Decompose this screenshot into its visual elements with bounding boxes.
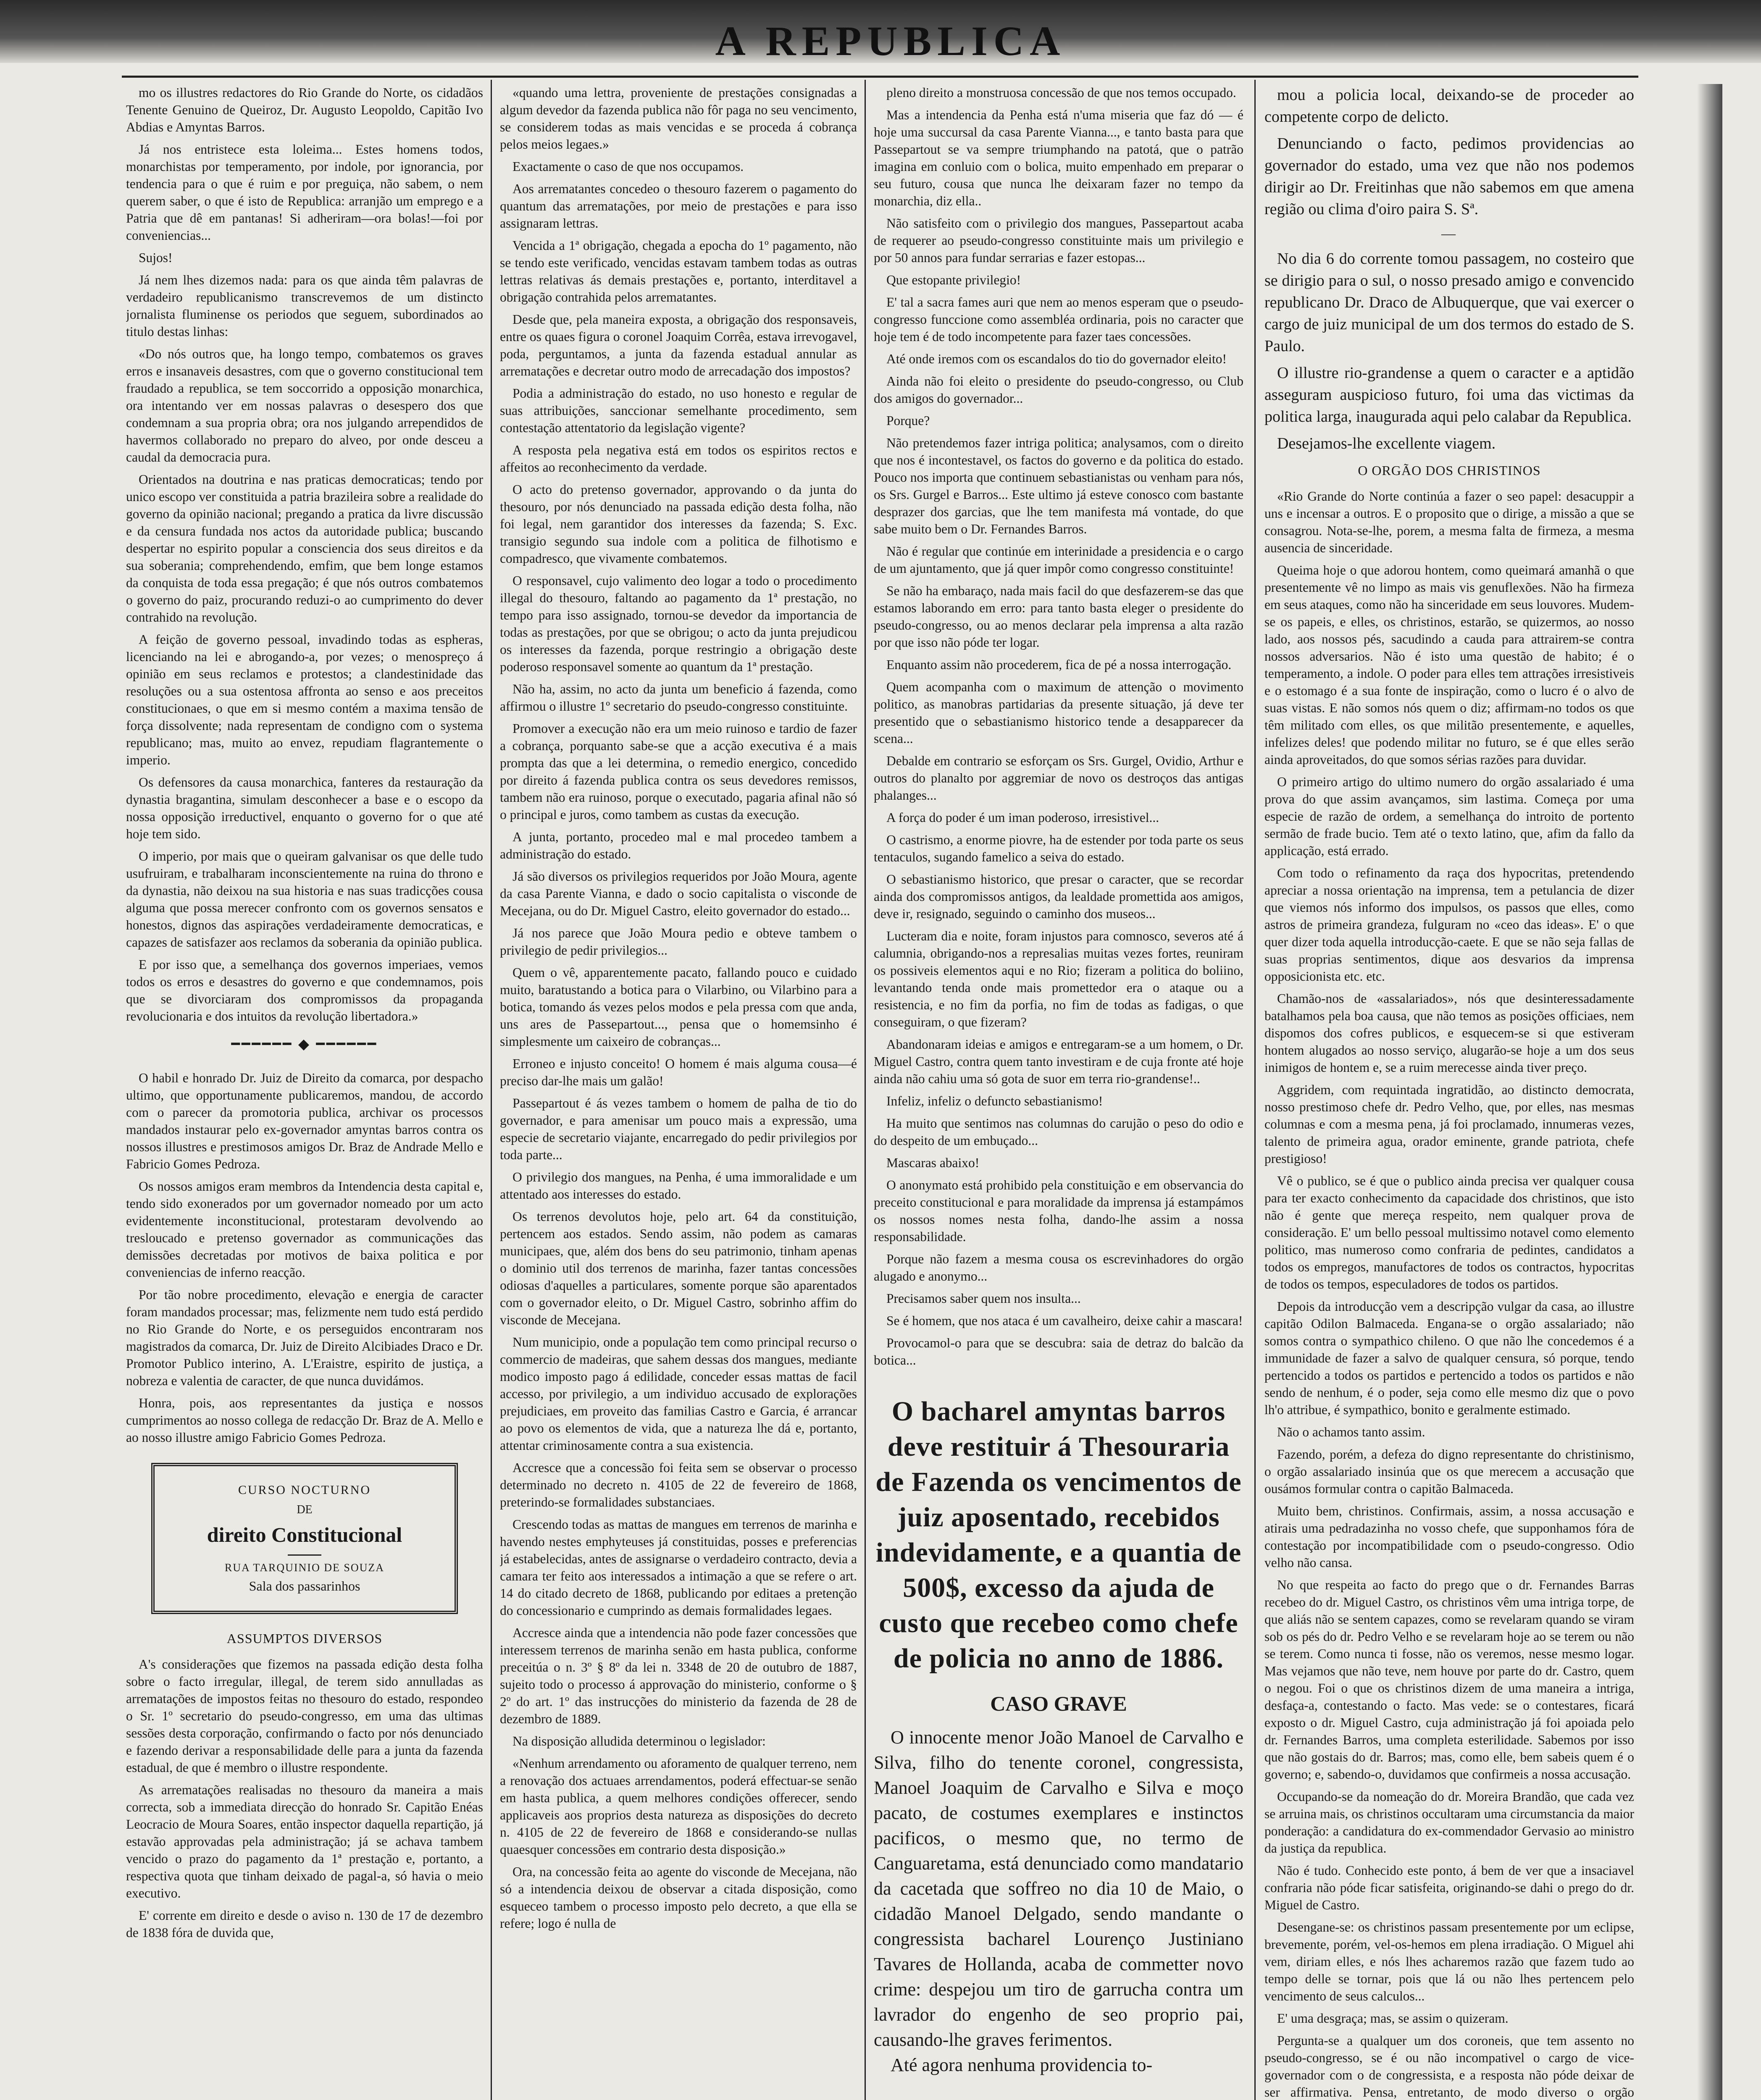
paragraph: Que estopante privilegio! xyxy=(886,273,1021,287)
paragraph: Não é regular que continúe em interinidade a presidencia e o cargo de um ajuntamento, que já quer impôr como congresso constituinte! xyxy=(874,544,1243,576)
paragraph: Orientados na doutrina e nas praticas democraticas; tendo por unico escopo ver constituida a patria brazileira sobre a realidade do governo da opinião nacional; pregando a pratica da livre discussão e da censura fundada nos actos da autoridade publica; buscando despertar no espirito popular a consciencia dos seus direitos e da sua soberania; comprehendendo, emfim, que bem longe estamos da conquista de toda essa pregação; é que nós outros combatemos o governo do paiz, procurando reduzi-o ao cumprimento do dever contrahido na revolução. xyxy=(126,472,483,625)
ad-line-2: DE xyxy=(297,1503,313,1516)
advertisement-box xyxy=(151,1463,458,1614)
paragraph: Não o achamos tanto assim. xyxy=(1277,1425,1425,1439)
paragraph: A força do poder é um iman poderoso, irresistivel... xyxy=(886,810,1159,825)
paragraph: Porque? xyxy=(886,413,930,428)
paragraph: pleno direito a monstruosa concessão de que nos temos occupado. xyxy=(886,85,1236,100)
paragraph: O castrismo, a enorme piovre, ha de estender por toda parte os seus tentaculos, sugando famelico a seiva do estado. xyxy=(874,832,1243,864)
ad-line-1: CURSO NOCTURNO xyxy=(238,1483,371,1497)
paragraph: Já são diversos os privilegios requeridos por João Moura, agente da casa Parente Vianna, e dado o socio capitalista o visconde de Mecejana, ou do Dr. Miguel Castro, eleito governador do estado... xyxy=(500,869,857,918)
paragraph: Pergunta-se a qualquer um dos coroneis, que tem assento no pseudo-congresso, se é ou não incompativel o cargo de vice-governador com o de congressista, e a resposta não póde deixar de ser affirmativa. Pensa, entretanto, de modo diverso o orgão xyxy=(1264,2033,1634,2100)
paragraph: Quem acompanha com o maximum de attenção o movimento politico, as manobras partidarias da presente situação, já deve ter presentido que o sebastianismo historico tende a desapparecer da scena... xyxy=(874,680,1243,746)
paragraph: Enquanto assim não procederem, fica de pé a nossa interrogação. xyxy=(886,657,1232,672)
paragraph: Vê o publico, se é que o publico ainda precisa ver qualquer cousa para ter exacto conhecimento da capacidade dos christinos, que isto não é gente que mereça respeito, nem qualquer prova de consideração. E' um bello pessoal multissimo notavel como elemento politico, mas numeroso como confraria de pedintes, candidatos a todos os empregos, manufactores de todos os contractos, hypocritas de todos os tempos, especuladores de todos os partidos. xyxy=(1264,1173,1634,1292)
paragraph: Porque não fazem a mesma cousa os escrevinhadores do orgão alugado e anonymo... xyxy=(874,1252,1243,1284)
paragraph: Passepartout é ás vezes tambem o homem de palha de tio do governador, e para amenisar um pouco mais a expressão, uma especie de secretario viajante, encarregado do pedir privilegios por toda parte... xyxy=(500,1096,857,1162)
paragraph: Até agora nenhuma providencia to- xyxy=(891,2055,1153,2075)
paragraph: Desengane-se: os christinos passam presentemente por um eclipse, brevemente, porém, vel-os-hemos em plena irradiação. O Miguel ahi vem, diriam elles, e nós lhes acharemos razão que fazem tudo ao tempo delle se tornar, pois que lá ou não lhes pertencem pelo vencimento de seus calculos... xyxy=(1264,1920,1634,2003)
ad-line-4: RUA TARQUINIO DE SOUZA xyxy=(224,1562,385,1574)
divider: — xyxy=(1441,226,1457,242)
column-rule-2 xyxy=(865,80,866,2100)
paragraph: Até onde iremos com os escandalos do tio do governador eleito! xyxy=(886,352,1227,366)
paragraph: Por tão nobre procedimento, elevação e energia de caracter foram mandados processar; mas, felizmente nem tudo está perdido no Rio Grande do Norte, e os perseguidos encontraram nos magistrados da comarca, Dr. Juiz de Direito Alcibiades Draco e Dr. Promotor Publico interino, A. L'Eraistre, espirito de justiça, a nobreza e valentia de caracter, de que nunca duvidámos. xyxy=(126,1287,483,1388)
col-d-lead xyxy=(1264,84,1634,454)
paragraph: A's considerações que fizemos na passada edição desta folha sobre o facto irregular, illegal, de terem sido annulladas as arrematações de impostos feitas no thesouro do estado, respondeo o Sr. 1º secretario do pseudo-congresso, em uma das ultimas sessões desta corporação, confirmando o facto por nós denunciado e fazendo derivar a responsabilidade delle para a junta da fazenda estadual, de que é membro o illustre respondente. xyxy=(126,1657,483,1775)
paragraph: «Do nós outros que, ha longo tempo, combatemos os graves erros e insanaveis desastres, com que o governo constitucional tem fraudado a republica, se tem soccorrido a opposição monarchica, ora intentando ver em nossas palavras o desespero dos que condemnam a sua propria obra; ora nos julgando arrependidos de havermos collaborado no preparo do alveo, por onde desceu a caudal da democracia pura. xyxy=(126,346,483,465)
caso-grave-title: CASO GRAVE xyxy=(990,1692,1127,1715)
paragraph: No dia 6 do corrente tomou passagem, no costeiro que se dirigio para o sul, o nosso presado amigo e convencido republicano Dr. Draco de Albuquerque, que vai exercer o cargo de juiz municipal de um dos termos do estado de S. Paulo. xyxy=(1264,250,1634,355)
paragraph: Accresce ainda que a intendencia não pode fazer concessões que interessem terrenos de marinha senão em hasta publica, conforme preceitúa o n. 3º § 8º da lei n. 3348 de 20 de outubro de 1887, sujeito todo o processo á approvação do ministerio, conforme o § 2º do art. 1º das instrucções do ministerio da fazenda de 28 de dezembro de 1889. xyxy=(500,1625,857,1726)
ad-line-3: direito Constitucional xyxy=(207,1523,402,1546)
top-rule xyxy=(122,76,1638,78)
paragraph: Occupando-se da nomeação do dr. Moreira Brandão, que cada vez se arruina mais, os christinos occultaram uma circumstancia da maior ponderação: a candidatura do ex-commendador Gervasio ao ministro da justiça da republica. xyxy=(1264,1789,1634,1856)
headline: O bacharel amyntas barros deve restituir á Thesouraria de Fazenda os vencimentos de juiz aposentado, recebidos indevidamente, e a quantia de 500$, excesso da ajuda de custo que recebeo como chefe de policia no anno de 1886. xyxy=(875,1396,1242,1674)
paragraph: E' corrente em direito e desde o aviso n. 130 de 17 de dezembro de 1838 fóra de duvida que, xyxy=(126,1908,483,1940)
paragraph: Depois da introducção vem a descripção vulgar da casa, ao illustre capitão Odilon Balmaceda. Engana-se o orgão assalariado; não somos contra o sympathico chileno. O que não lhe concedemos é a immunidade de fazer a salvo de qualquer censura, só porque, tendo pertencido a todos os partidos e pertencido a todos os partidos e não sendo de nenhum, é o poder, seja como elle mesmo diz que o povo lh'o attribue, é sympathico, bonito e geralmente estimado. xyxy=(1264,1299,1634,1417)
caso-grave-body xyxy=(874,1725,1243,2078)
paragraph: Honra, pois, aos representantes da justiça e nossos cumprimentos ao nosso collega de redacção Dr. Braz de A. Mello e ao nosso illustre amigo Fabricio Gomes Pedroza. xyxy=(126,1396,483,1445)
paragraph: Ora, na concessão feita ao agente do visconde de Mecejana, não só a intendencia deixou de observar a citada disposição, como esqueceo tambem o processo imposto pelo decreto, a que ella se refere; logo é nulla de xyxy=(500,1864,857,1931)
ornament-divider: ━━━━━━ ◆ ━━━━━━ xyxy=(231,1037,378,1052)
paragraph: Exactamente o caso de que nos occupamos. xyxy=(513,159,744,174)
column-a xyxy=(126,84,483,2100)
paragraph: O illustre rio-grandense a quem o caracter e a aptidão asseguram auspicioso futuro, foi uma das victimas da politica larga, inaugurada aqui pelo calabar da Republica. xyxy=(1264,364,1634,425)
paragraph: Mas a intendencia da Penha está n'uma miseria que faz dó — é hoje uma succursal da casa Parente Vianna..., e tanto basta para que Passepartout se va sempre triumphando na patotá, que o patrão imagina em conluio com o bolica, muito empenhado em preparar o seu futuro, cousa que nunca lhe deixaram fazer no tempo da monarchia, diz ella.. xyxy=(874,108,1243,208)
paragraph: Crescendo todas as mattas de mangues em terrenos de marinha e havendo nestes emphyteuses já constituidas, posses e preferencias já estabelecidas, antes de assignarse o verdadeiro contracto, devia a camara ter feito aos interessados a intimação a que se refere o art. 14 do citado decreto de 1868, publicando por editaes a pretenção do concessionario e cumprindo as demais formalidades legaes. xyxy=(500,1517,857,1618)
paragraph: A feição de governo pessoal, invadindo todas as espheras, licenciando na lei e abrogando-a, por vezes; o menospreço á opinião em seus reclamos e protestos; a clandestinidade das resoluções ou a sua ostentosa affronta ao senso e aos preceitos constitucionaes, o que em si mesmo contém a maxima tensão de força dissolvente; nada representam de condigno com o systema republicano; mas, muito ao envez, repudiam flagrantemente o imperio. xyxy=(126,632,483,767)
edge-smudge xyxy=(1697,84,1722,2100)
paragraph: O habil e honrado Dr. Juiz de Direito da comarca, por despacho ultimo, que opportunamente publicaremos, mandou, de accordo com o parecer da promotoria publica, archivar os processos mandados instaurar pelo ex-governador amyntas barros contra os nossos illustres e prestimosos amigos Dr. Braz de Andrade Mello e Fabricio Gomes Pedroza. xyxy=(126,1071,483,1171)
masthead xyxy=(0,0,1761,63)
paragraph: A resposta pela negativa está em todos os espiritos rectos e affeitos ao reconhecimento da verdade. xyxy=(500,443,857,475)
paragraph: Os terrenos devolutos hoje, pelo art. 64 da constituição, pertencem aos estados. Sendo assim, não podem as camaras municipaes, que, além dos bens do seu patrimonio, tinham apenas o dominio util dos terrenos de marinha, fazer tantas concessões odiosas d'aquelles a particulares, somente porque são aparentados com o governador eleito, o Dr. Miguel Castro, sobrinho affim do visconde de Mecejana. xyxy=(500,1209,857,1327)
paragraph: Debalde em contrario se esforçam os Srs. Gurgel, Ovidio, Arthur e outros do planalto por aggremiar de novo os destroços das antigas phalanges... xyxy=(874,753,1243,803)
paragraph: Na disposição alludida determinou o legislador: xyxy=(513,1734,766,1748)
masthead-title: A REPUBLICA xyxy=(715,18,1066,64)
column-rule-1 xyxy=(491,80,492,2100)
paragraph: Já nos parece que João Moura pedio e obteve tambem o privilegio de pedir privilegios... xyxy=(500,926,857,958)
paragraph: Promover a execução não era um meio ruinoso e tardio de fazer a cobrança, porquanto sabe-se que a acção executiva é a mais prompta das que a lei determina, o remedio energico, concedido por direito á fazenda publica contra os seus devedores remissos, tambem não era ruinoso, porque o executado, pagaria afinal não só o principal e juros, como tambem as custas da execução. xyxy=(500,721,857,822)
paragraph: Quem o vê, apparentemente pacato, fallando pouco e cuidado muito, baratustando a botica para o Vilarbino, ou Vilarbino para a botica, tomando ás vezes pelos modos e pela pressa com que anda, uns ares de Passepartout..., pensa que o homemsinho é simplesmente um caixeiro de cobranças... xyxy=(500,965,857,1049)
paragraph: O sebastianismo historico, que presar o caracter, que se recordar ainda dos compromissos antigos, da lealdade promettida aos amigos, deve ir, resignado, seguindo o caminho dos museos... xyxy=(874,872,1243,921)
paragraph: Infeliz, infeliz o defuncto sebastianismo! xyxy=(886,1094,1103,1108)
paragraph: Num municipio, onde a população tem como principal recurso o commercio de madeiras, que sahem dessas dos mangues, mediante modico imposto pago á edilidade, conceder essas mattas de facil accesso, por privilegio, a um individuo accusado de explorações prejudiciaes, em proveito das familias Castro e Garcia, é arrancar ao povo os elementos de vida, que a natureza lhe dá e, portanto, attentar criminosamente contra a sua existencia. xyxy=(500,1335,857,1453)
paragraph: O anonymato está prohibido pela constituição e em observancia do preceito constitucional e para moralidade da imprensa já estampámos os nossos nomes nesta folha, dando-lhe assim a nossa responsabilidade. xyxy=(874,1178,1243,1244)
paragraph: Os defensores da causa monarchica, fanteres da restauração da dynastia bragantina, simulam desconhecer a base e o escopo da nossa opposição irreductivel, enquanto o governo for o que até hoje tem sido. xyxy=(126,775,483,841)
paragraph: Não satisfeito com o privilegio dos mangues, Passepartout acaba de requerer ao pseudo-congresso constituinte mais um privilegio e por 50 annos para fundar serrarias e fazer estopas... xyxy=(874,216,1243,265)
paragraph: Sujos! xyxy=(139,250,173,265)
paragraph: Fazendo, porém, a defeza do digno representante do christinismo, o orgão assalariado insinúa que os que merecem a accusação que ousámos formular contra o capitão Balmaceda. xyxy=(1264,1447,1634,1496)
column-b xyxy=(500,84,857,2100)
paragraph: Denunciando o facto, pedimos providencias ao governador do estado, uma vez que não nos podemos dirigir ao Dr. Freitinhas que não sabemos em que amena região ou clima d'oiro paira S. Sª. xyxy=(1264,135,1634,218)
paragraph: Lucteram dia e noite, foram injustos para comnosco, severos até á calumnia, obrigando-nos a represalias muitas vezes fortes, reuniram os possiveis elementos aqui e no Rio; fizeram a politica do boliino, levantando tenda onde mais promettedor era o ataque ou a resistencia, e no fim da porfia, no fim de todas as fadigas, o que conseguiram, o que fizeram? xyxy=(874,929,1243,1029)
paragraph: As arrematações realisadas no thesouro da maneira a mais correcta, sob a immediata direcção do honrado Sr. Capitão Enéas Leocracio de Moura Soares, então inspector daquella repartição, já estavão approvadas pela administração; já se achava tambem vencido o prazo do pagamento da 1ª prestação e, portanto, a respectiva quota que tinham deixado de pagal-a, só havia o meio executivo. xyxy=(126,1782,483,1900)
paragraph: «quando uma lettra, proveniente de prestações consignadas a algum devedor da fazenda publica não fôr paga no seu vencimento, se considerem todas as mais vencidas e se proceda á cobrança pelos meios legaes.» xyxy=(500,85,857,152)
ad-divider xyxy=(288,1554,321,1556)
paragraph: O innocente menor João Manoel de Carvalho e Silva, filho do tenente coronel, congressista, Manoel Joaquim de Carvalho e Silva e moço pacato, de costumes exemplares e instinctos pacificos, o mesmo que, no termo de Canguaretama, está denunciado como mandatario da cacetada que soffreo no dia 10 de Maio, o cidadão Manoel Delgado, sendo mandante o congressista bacharel Lourenço Justiniano Tavares de Hollanda, acaba de commetter novo crime: despejou um tiro de garrucha contra um lavrador do engenho de seo proprio pai, causando-lhe graves ferimentos. xyxy=(874,1727,1243,2050)
col-a-article-2 xyxy=(126,1069,483,1446)
paragraph: O privilegio dos mangues, na Penha, é uma immoralidade e um attentado aos interesses do estado. xyxy=(500,1170,857,1202)
paragraph: «Rio Grande do Norte continúa a fazer o seo papel: desacuppir a uns e incensar a outros. E o proposito que o dirige, a missão a que se consagrou. Nota-se-lhe, porem, a mesma falta de firmeza, a mesma ausencia de sinceridade. xyxy=(1264,489,1634,555)
paragraph: Podia a administração do estado, no uso honesto e regular de suas attribuições, sanccionar semelhante procedimento, sem contestação attentatorio da legislação vigente? xyxy=(500,386,857,435)
column-c xyxy=(874,84,1243,2100)
section-title: ASSUMPTOS DIVERSOS xyxy=(226,1631,383,1646)
column-rule-3 xyxy=(1254,80,1256,2100)
paragraph: Precisamos saber quem nos insulta... xyxy=(886,1291,1081,1306)
paragraph: Não é tudo. Conhecido este ponto, á bem de ver que a insaciavel confraria não póde ficar satisfeita, originando-se dahi o prego do dr. Miguel de Castro. xyxy=(1264,1863,1634,1912)
paragraph: Desejamos-lhe excellente viagem. xyxy=(1277,435,1496,452)
paragraph: Aos arrematantes concedeo o thesouro fazerem o pagamento do quantum das arrematações, por meio de prestações e para isso assignaram lettras. xyxy=(500,181,857,231)
paragraph: Já nem lhes dizemos nada: para os que ainda têm palavras de verdadeiro republicanismo transcrevemos de um distincto jornalista fluminense os periodos que seguem, subordinados ao titulo destas linhas: xyxy=(126,273,483,339)
paragraph: Os nossos amigos eram membros da Intendencia desta capital e, tendo sido exonerados por um governador nomeado por um acto evidentemente inconstitucional, protestaram devolvendo ao tresloucado e pretenso governador as communicações das demissões decretadas por motivos de baixa politica e por conveniencias de inferno reacção. xyxy=(126,1179,483,1280)
paragraph: E' uma desgraça; mas, se assim o quizeram. xyxy=(1277,2011,1509,2026)
paragraph: O responsavel, cujo valimento deo logar a todo o procedimento illegal do thesouro, faltando ao pagamento da 1ª prestação, no tempo para isso assignado, tornou-se devedor da importancia de todas as prestações, por que se obrigou; o acto da junta prejudicou os interesses da fazenda, porque restringio a obrigação deste poderoso responsavel somente ao quantum da 1ª prestação. xyxy=(500,573,857,674)
paragraph: Vencida a 1ª obrigação, chegada a epocha do 1º pagamento, não se tendo este verificado, vencidas estavam tambem todas as outras lettras relativas ás demais prestações e, portanto, interditavel a obrigação contrahida pelos arrematantes. xyxy=(500,238,857,304)
paragraph: No que respeita ao facto do prego que o dr. Fernandes Barras recebeo do dr. Miguel Castro, os christinos vêm uma intriga torpe, de que aliás não se sentem capazes, como se revelaram quando se viram sob os pés do dr. Pedro Velho e se revelaram hoje ao se terem ou não se terem. Como nunca ti fosse, não os veremos, nesse mesmo logar. Mas vejamos que não teve, nem houve por parte do dr. Castro, quem o negou. Foi o que os christinos dizem de uma maneira a intriga, desfaça-a, contestando o facto. Mas vede: se o contestares, ficará exposto o dr. Miguel Castro, cuja administração já foi apoiada pelo dr. Fernandes Barros, uma completa esterilidade. Sabemos por isso que não gostais do dr. Barros; mas, como elle, bem sabeis quem é o governo; e, sabendo-o, duvidamos que confirmeis a nossa accusação. xyxy=(1264,1578,1634,1782)
paragraph: Erroneo e injusto conceito! O homem é mais alguma cousa—é preciso dar-lhe mais um galão! xyxy=(500,1056,857,1088)
paragraph: Não pretendemos fazer intriga politica; analysamos, com o direito que nos é incontestavel, os factos do governo e da politica do estado. Pouco nos importa que continuem sebastianistas ou venham para nós, os Srs. Gurgel e Barros... Este ultimo já esteve conosco com bastante desprazer dos garcias, que lhe tem manifesta má vontade, do que sabe muito bem o Dr. Fernandes Barros. xyxy=(874,436,1243,536)
col-a-section xyxy=(126,1656,483,1941)
paragraph: Queima hoje o que adorou hontem, como queimará amanhã o que presentemente vê no limpo as mais vis genuflexões. Não ha firmeza em seus ataques, como não ha sinceridade em seus louvores. Mudem-se os papeis, e elles, os christinos, estarão, se quizermos, ao nosso lado, aos nossos pés, sacudindo a cauda para attrairem-se contra nossos adversarios. Não é isto uma questão de habito; é o temperamento, a indole. O poder para elles tem attrações irresistiveis e o estomago é a sua fonte de inspiração, como o lucro é o alvo de suas vistas. E não somos nós quem o diz; affirmam-no todos os que têm militado com elles, os que militão presentemente, e aquelles, infelizes deles! que podendo militar no futuro, se é que elles serão ainda aproveitados, do que somos sérias razões para duvidar. xyxy=(1264,563,1634,767)
col-d-section xyxy=(1264,488,1634,2100)
paragraph: Já nos entristece esta loleima... Estes homens todos, monarchistas por temperamento, por indole, por ignorancia, por tendencia para o que é ruim e por preguiça, não sabem, o nem querem saber, o que é isto de Republica: arranjão um emprego e a Patria que dê em pantanas! Si adheriram—ora bolas!—foi por conveniencias... xyxy=(126,142,483,243)
ad-line-5: Sala dos passarinhos xyxy=(249,1578,360,1593)
paragraph: Com todo o refinamento da raça dos hypocritas, pretendendo apreciar a nossa orientação na imprensa, tem a petulancia de dizer que viemos nós informo dos impulsos, os passos que elles, como astros de primeira grandeza, fulguram no «ceo das ideas». E' o que quer dizer toda aquella introducção-caete. E que se não seja fallas de suas proprias sentimentos, dique aos desvarios da imprensa opposicionista etc. etc. xyxy=(1264,866,1634,984)
paragraph: E por isso que, a semelhança dos governos imperiaes, vemos todos os erros e desastres do governo e que condemnamos, pois que se divorciaram dos compromissos da propaganda revolucionaria e dos intuitos da revolução libertadora.» xyxy=(126,957,483,1024)
paragraph: Não ha, assim, no acto da junta um beneficio á fazenda, como affirmou o illustre 1º secretario do pseudo-congresso constituinte. xyxy=(500,682,857,714)
paragraph: Se é homem, que nos ataca é um cavalheiro, deixe cahir a mascara! xyxy=(886,1313,1243,1328)
paragraph: Ainda não foi eleito o presidente do pseudo-congresso, ou Club dos amigos do governador... xyxy=(874,374,1243,406)
paragraph: Chamão-nos de «assalariados», nós que desinteressadamente batalhamos pela boa causa, que não temos as posições officiaes, nem dispomos dos cofres publicos, e esquecem-se si que estiveram hontem alugados ao nosso serviço, alugarão-se hoje a um dos seus inimigos de hontem e, se a ruim merecesse ainda tiver preço. xyxy=(1264,991,1634,1075)
paragraph: O imperio, por mais que o queiram galvanisar os que delle tudo usufruiram, e trabalharam inconscientemente na ruina do throno e da dynastia, não deixou na sua historia e nas suas tradicções cousa alguma que possa merecer confronto com os governos sensatos e honestos, dignos das aspirações verdadeiramente democraticas, e capazes de satisfazer aos reclamos da soberania da opinião publica. xyxy=(126,849,483,950)
paragraph: «Nenhum arrendamento ou aforamento de qualquer terreno, nem a renovação dos actuaes arrendamentos, poderá effectuar-se senão em hasta publica, a quem melhores condições offerecer, sendo applicaveis aos proprios desta natureza as disposições do decreto n. 4105 de 22 de fevereiro de 1868 e considerando-se nullas quaesquer concessões em contrario desta disposição.» xyxy=(500,1756,857,1857)
paragraph: Abandonaram ideias e amigos e entregaram-se a um homem, o Dr. Miguel Castro, contra quem tanto investiram e de cuja fronte até hoje ainda não cahiu uma só gota de suor em terra rio-grandense!.. xyxy=(874,1037,1243,1086)
paragraph: Accresce que a concessão foi feita sem se observar o processo determinado no decreto n. 4105 de 22 de fevereiro de 1868, preterindo-se formalidades substanciaes. xyxy=(500,1460,857,1509)
paragraph: Desde que, pela maneira exposta, a obrigação dos responsaveis, entre os quaes figura o coronel Joaquim Corrêa, estava irrevogavel, poda, perguntamos, a junta da fazenda estadual annular as arrematações e decretar outro modo de arrecadação dos impostos? xyxy=(500,312,857,378)
paragraph: mo os illustres redactores do Rio Grande do Norte, os cidadãos Tenente Genuino de Queiroz, Dr. Augusto Leopoldo, Capitão Ivo Abdias e Amyntas Barros. xyxy=(126,85,483,134)
paragraph: Aggridem, com requintada ingratidão, ao distincto democrata, nosso prestimoso chefe dr. Pedro Velho, que, por elles, nas mesmas columnas e com a mesma pena, já foi proclamado, innumeras vezes, talento de primeira agua, orador eminente, grande patriota, chefe prestigioso! xyxy=(1264,1082,1634,1166)
paragraph: Mascaras abaixo! xyxy=(886,1155,980,1170)
paragraph: Muito bem, christinos. Confirmais, assim, a nossa accusação e atirais uma pedradazinha no vosso chefe, que supponhamos fóra de contestação por incompatibilidade com o pseudo-congresso. Odio velho não cansa. xyxy=(1264,1504,1634,1570)
paragraph: O primeiro artigo do ultimo numero do orgão assalariado é uma prova do que assim avançamos, sim lastima. Começa por uma especie de razão de ordem, a semelhança do introito de portento sermão de frade bucio. Tem até o texto latino, que, afim da fallo da applicação, está errado. xyxy=(1264,774,1634,858)
paragraph: mou a policia local, deixando-se de proceder ao competente corpo de delicto. xyxy=(1264,86,1634,126)
col-a-article xyxy=(126,84,483,1025)
column-d xyxy=(1264,84,1634,2100)
paragraph: E' tal a sacra fames auri que nem ao menos esperam que o pseudo-congresso funccione como assembléa ordinaria, pois no caracter que hoje tem é de todo incompetente para fazer taes concessões. xyxy=(874,295,1243,344)
paragraph: Provocamol-o para que se descubra: saia de detraz do balcão da botica... xyxy=(874,1336,1243,1368)
paragraph: A junta, portanto, procedeo mal e mal procedeo tambem a administração do estado. xyxy=(500,830,857,861)
paragraph: Ha muito que sentimos nas columnas do carujão o peso do odio e do despeito de um embuçado... xyxy=(874,1116,1243,1148)
paragraph: O acto do pretenso governador, approvando o da junta do thesouro, por nós denunciado na passada edição desta folha, não foi legal, nem garantidor dos interesses da fazenda; S. Exc. transigio segundo sua indole com a politica de filhotismo e compadresco, que vivamente combatemos. xyxy=(500,482,857,566)
paragraph: Se não ha embaraço, nada mais facil do que desfazerem-se das que estamos laborando em erro: para tanto basta eleger o presidente do pseudo-congresso, ou ao menos declarar pela imprensa a alta razão por que isso não póde ter logar. xyxy=(874,583,1243,650)
section-title: O ORGÃO DOS CHRISTINOS xyxy=(1358,463,1541,478)
